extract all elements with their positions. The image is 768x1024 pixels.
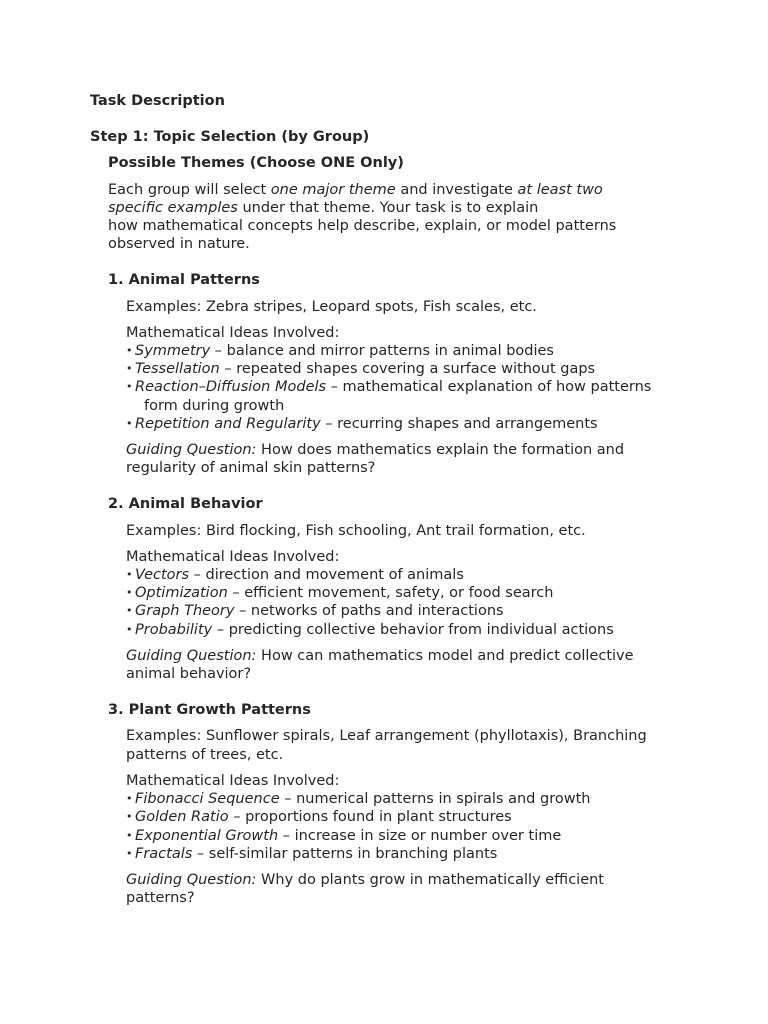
theme-plant-growth-patterns	[108, 701, 678, 907]
intro-emphasis: at least two	[517, 181, 603, 198]
guiding-label: Guiding Question:	[126, 647, 257, 664]
step-1-heading: Step 1: Topic Selection (by Group)	[90, 129, 370, 146]
ideas-label: Mathematical Ideas Involved:	[126, 324, 340, 341]
intro-paragraph	[108, 181, 678, 254]
bullet-icon: •	[126, 810, 133, 824]
idea-term: Probability	[135, 621, 213, 638]
idea-desc: – proportions found in plant structures	[228, 809, 512, 826]
idea-desc: – networks of paths and interactions	[234, 603, 504, 620]
intro-emphasis: one major theme	[270, 181, 396, 198]
guiding-text: patterns?	[126, 890, 195, 907]
list-item	[126, 360, 678, 378]
idea-desc: – efficient movement, safety, or food search	[227, 585, 554, 602]
idea-term: Fibonacci Sequence	[135, 791, 280, 808]
bullet-icon: •	[126, 828, 133, 842]
guiding-question	[126, 871, 678, 907]
guiding-label: Guiding Question:	[126, 442, 257, 459]
bullet-icon: •	[126, 622, 133, 636]
idea-term: Vectors	[135, 567, 190, 584]
idea-term: Exponential Growth	[135, 827, 279, 844]
bullet-icon: •	[126, 362, 133, 376]
ideas-list	[126, 790, 678, 863]
idea-desc: – numerical patterns in spirals and growth	[279, 791, 591, 808]
theme-body	[126, 522, 678, 684]
examples-line: patterns of trees, etc.	[126, 746, 284, 763]
examples-line: Examples: Sunflower spirals, Leaf arrangement (phyllotaxis), Branching	[126, 728, 647, 745]
list-item	[126, 415, 678, 433]
intro-text: under that theme. Your task is to explain	[237, 199, 539, 216]
examples-text: Examples: Zebra stripes, Leopard spots, Fish scales, etc.	[126, 298, 537, 315]
guiding-text: regularity of animal skin patterns?	[126, 460, 376, 477]
idea-desc: – repeated shapes covering a surface without gaps	[219, 361, 596, 378]
theme-animal-behavior	[108, 495, 678, 683]
intro-text: how mathematical concepts help describe, explain, or model patterns	[108, 218, 617, 235]
list-item	[126, 378, 678, 414]
bullet-icon: •	[126, 380, 133, 394]
examples-text	[126, 727, 678, 763]
theme-animal-patterns	[108, 271, 678, 477]
themes-heading: Possible Themes (Choose ONE Only)	[108, 155, 404, 172]
ideas-list	[126, 342, 678, 433]
theme-title: 1. Animal Patterns	[108, 272, 260, 289]
bullet-icon: •	[126, 846, 133, 860]
theme-title: 3. Plant Growth Patterns	[108, 702, 311, 719]
bullet-icon: •	[126, 792, 133, 806]
ideas-label: Mathematical Ideas Involved:	[126, 548, 340, 565]
guiding-question	[126, 441, 678, 477]
list-item	[126, 790, 678, 808]
intro-emphasis: specific examples	[108, 199, 238, 216]
idea-term: Fractals	[135, 845, 193, 862]
bullet-icon: •	[126, 416, 133, 430]
list-item	[126, 584, 678, 602]
idea-desc-continued: form during growth	[144, 397, 285, 414]
guiding-text: animal behavior?	[126, 666, 252, 683]
theme-body	[126, 298, 678, 478]
theme-body	[126, 727, 678, 907]
idea-desc: – recurring shapes and arrangements	[320, 415, 598, 432]
idea-desc: – self-similar patterns in branching plants	[192, 845, 498, 862]
list-item	[126, 566, 678, 584]
idea-desc: – mathematical explanation of how patterns	[326, 379, 652, 396]
idea-term: Tessellation	[135, 361, 220, 378]
idea-desc: – increase in size or number over time	[278, 827, 562, 844]
theme-title: 2. Animal Behavior	[108, 496, 263, 513]
list-item	[126, 808, 678, 826]
idea-term: Graph Theory	[135, 603, 235, 620]
intro-text: Each group will select	[108, 181, 271, 198]
guiding-label: Guiding Question:	[126, 871, 257, 888]
list-item	[126, 342, 678, 360]
list-item	[126, 602, 678, 620]
list-item	[126, 827, 678, 845]
guiding-question	[126, 647, 678, 683]
intro-text: observed in nature.	[108, 236, 250, 253]
guiding-text: How does mathematics explain the formation and	[256, 442, 625, 459]
page-title: Task Description	[90, 93, 225, 109]
bullet-icon: •	[126, 586, 133, 600]
idea-desc: – balance and mirror patterns in animal bodies	[210, 343, 554, 360]
idea-desc: – predicting collective behavior from individual actions	[212, 621, 614, 638]
idea-term: Reaction–Diffusion Models	[135, 379, 327, 396]
ideas-label: Mathematical Ideas Involved:	[126, 772, 340, 789]
step-1-body	[108, 154, 678, 907]
idea-term: Repetition and Regularity	[135, 415, 321, 432]
idea-term: Optimization	[135, 585, 228, 602]
idea-term: Golden Ratio	[135, 809, 229, 826]
examples-text: Examples: Bird flocking, Fish schooling, Ant trail formation, etc.	[126, 522, 586, 539]
bullet-icon: •	[126, 604, 133, 618]
idea-term: Symmetry	[135, 343, 211, 360]
list-item	[126, 621, 678, 639]
bullet-icon: •	[126, 568, 133, 582]
list-item	[126, 845, 678, 863]
guiding-text: Why do plants grow in mathematically efficient	[256, 871, 604, 888]
guiding-text: How can mathematics model and predict collective	[256, 647, 634, 664]
bullet-icon: •	[126, 344, 133, 358]
intro-text: and investigate	[395, 181, 518, 198]
ideas-list	[126, 566, 678, 639]
idea-desc: – direction and movement of animals	[189, 567, 464, 584]
